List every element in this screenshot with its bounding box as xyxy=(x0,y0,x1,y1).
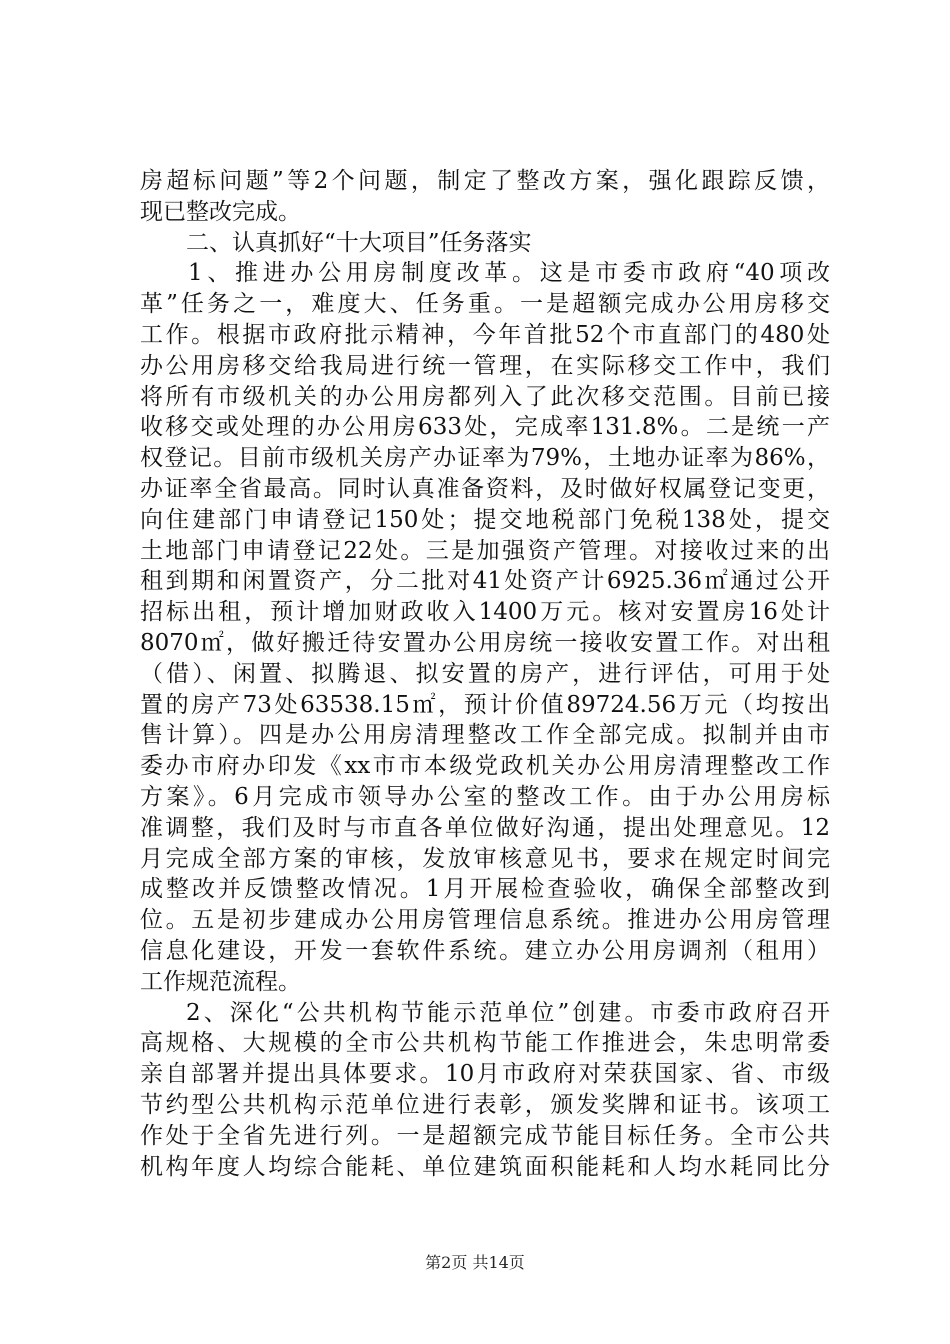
text-line: 信息化建设，开发一套软件系统。建立办公用房调剂（租用） xyxy=(140,937,830,964)
text-line: 成整改并反馈整改情况。1月开展检查验收，确保全部整改到 xyxy=(140,876,830,903)
text-line: 土地部门申请登记22处。三是加强资产管理。对接收过来的出 xyxy=(140,537,830,564)
paragraph-start: 1、推进办公用房制度改革。这是市委市政府“40项改 xyxy=(188,260,830,287)
body-text xyxy=(140,166,830,1182)
text-line: 售计算）。四是办公用房清理整改工作全部完成。拟制并由市 xyxy=(140,722,830,749)
text-line: 月完成全部方案的审核，发放审核意见书，要求在规定时间完 xyxy=(140,845,830,872)
text-line: 亲自部署并提出具体要求。10月市政府对荣获国家、省、市级 xyxy=(140,1061,830,1088)
text-line: 革”任务之一，难度大、任务重。一是超额完成办公用房移交 xyxy=(140,291,830,318)
text-line: 8070㎡，做好搬迁待安置办公用房统一接收安置工作。对出租 xyxy=(140,629,830,656)
text-line: 作处于全省先进行列。一是超额完成节能目标任务。全市公共 xyxy=(140,1122,830,1149)
section-heading: 二、认真抓好“十大项目”任务落实 xyxy=(186,229,532,256)
text-line: 现已整改完成。 xyxy=(140,198,301,225)
text-line: 方案》。6月完成市领导办公室的整改工作。由于办公用房标 xyxy=(140,783,830,810)
text-line: 招标出租，预计增加财政收入1400万元。核对安置房16处计 xyxy=(140,599,830,626)
text-line: 向住建部门申请登记150处；提交地税部门免税138处，提交 xyxy=(140,506,830,533)
text-line: 工作规范流程。 xyxy=(140,968,301,995)
text-line: 准调整，我们及时与市直各单位做好沟通，提出处理意见。12 xyxy=(140,814,830,841)
text-line: 将所有市级机关的办公用房都列入了此次移交范围。目前已接 xyxy=(140,383,830,410)
text-line: 置的房产73处63538.15㎡，预计价值89724.56万元（均按出 xyxy=(140,691,830,718)
text-line: 权登记。目前市级机关房产办证率为79%，土地办证率为86%， xyxy=(140,445,830,472)
text-line: 机构年度人均综合能耗、单位建筑面积能耗和人均水耗同比分 xyxy=(140,1153,830,1180)
text-line: 房超标问题”等2个问题，制定了整改方案，强化跟踪反馈， xyxy=(140,168,830,194)
text-line: 租到期和闲置资产，分二批对41处资产计6925.36㎡通过公开 xyxy=(140,568,830,595)
text-line: （借）、闲置、拟腾退、拟安置的房产，进行评估，可用于处 xyxy=(140,660,830,687)
paragraph-start: 2、深化“公共机构节能示范单位”创建。市委市政府召开 xyxy=(186,999,830,1026)
page-footer xyxy=(0,1250,950,1273)
text-line: 工作。根据市政府批示精神，今年首批52个市直部门的480处 xyxy=(140,321,830,348)
text-line: 高规格、大规模的全市公共机构节能工作推进会，朱忠明常委 xyxy=(140,1030,830,1057)
page-number: 第2页 共14页 xyxy=(425,1253,525,1272)
text-line: 收移交或处理的办公用房633处，完成率131.8%。二是统一产 xyxy=(140,414,830,441)
text-line: 节约型公共机构示范单位进行表彰，颁发奖牌和证书。该项工 xyxy=(140,1091,830,1118)
text-line: 办证率全省最高。同时认真准备资料，及时做好权属登记变更， xyxy=(140,475,830,502)
text-line: 位。五是初步建成办公用房管理信息系统。推进办公用房管理 xyxy=(140,907,830,934)
text-line: 办公用房移交给我局进行统一管理，在实际移交工作中，我们 xyxy=(140,352,830,379)
text-line: 委办市府办印发《xx市市本级党政机关办公用房清理整改工作 xyxy=(140,753,830,780)
